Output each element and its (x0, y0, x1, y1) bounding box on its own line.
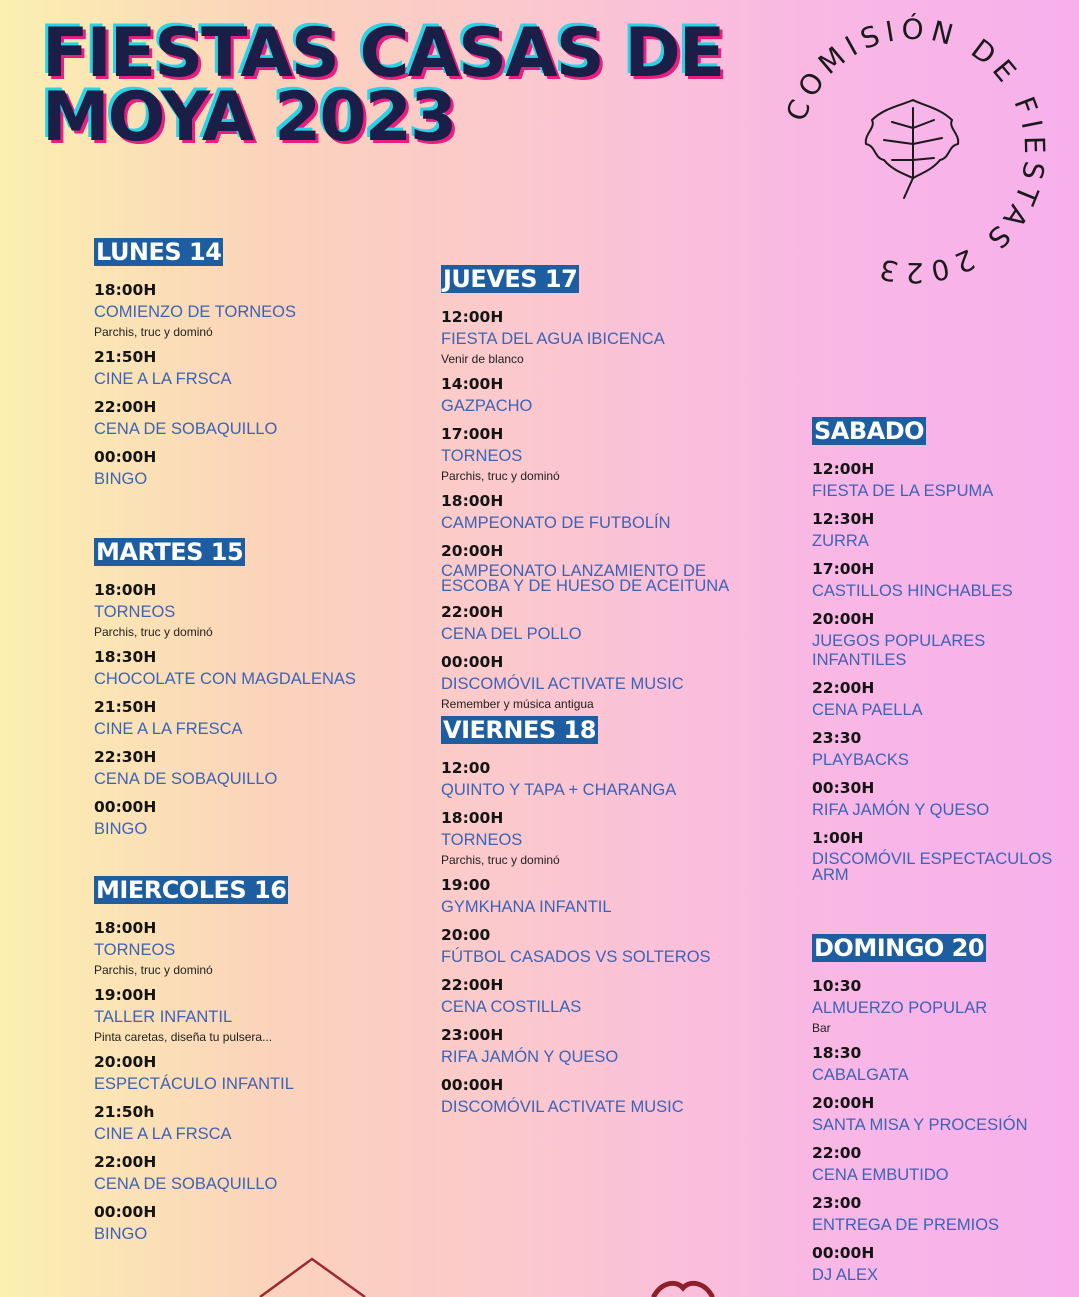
event-time: 21:50H (94, 348, 157, 366)
event (441, 602, 741, 644)
event (441, 875, 711, 917)
event-name: QUINTO Y TAPA + CHARANGA (441, 781, 677, 799)
event-time: 18:30H (94, 648, 157, 666)
event (94, 747, 356, 789)
event (812, 559, 1079, 601)
event-name: FIESTA DE LA ESPUMA (812, 482, 994, 500)
event-name: ZURRA (812, 532, 869, 550)
event (812, 1243, 1027, 1285)
event (94, 1102, 294, 1144)
event-name: DISCOMÓVIL ACTIVATE MUSIC (441, 1098, 684, 1116)
comision-seal (772, 10, 1054, 292)
event-note: Parchis, truc y dominó (441, 469, 560, 483)
event (441, 424, 741, 483)
event (94, 1052, 294, 1094)
event-time: 14:00H (441, 375, 504, 393)
event-time: 18:00H (94, 919, 157, 937)
event-name: BINGO (94, 820, 148, 838)
event-name: CAMPEONATO DE FUTBOLÍN (441, 514, 671, 532)
event-time: 17:00H (441, 425, 504, 443)
event-note: Parchis, truc y dominó (94, 963, 213, 977)
day-title: SABADO (814, 417, 925, 445)
event-name: ENTREGA DE PREMIOS (812, 1216, 1000, 1234)
event (94, 1152, 294, 1194)
event-name: CINE A LA FRSCA (94, 1125, 232, 1143)
event-name: ALMUERZO POPULAR (812, 999, 988, 1017)
event-time: 1:00H (812, 829, 864, 847)
event-note: Remember y música antigua (441, 697, 594, 711)
emblem-icon (648, 1278, 718, 1297)
event (94, 797, 356, 839)
event-name: DISCOMÓVIL ESPECTACULOS ARM (812, 850, 1053, 884)
event (441, 758, 711, 800)
event (94, 918, 294, 977)
poster-title-line-2: MOYA 2023 (42, 78, 456, 157)
event-time: 00:00H (94, 798, 157, 816)
event-note: Venir de blanco (441, 352, 524, 366)
event-time: 22:00H (812, 679, 875, 697)
event-name: CENA EMBUTIDO (812, 1166, 949, 1184)
event-time: 21:50h (94, 1103, 155, 1121)
day-title: MARTES 15 (96, 538, 244, 566)
day-jueves (441, 265, 741, 719)
event-time: 00:00H (812, 1244, 875, 1262)
event (812, 459, 1079, 501)
event-name: DISCOMÓVIL ACTIVATE MUSIC (441, 675, 684, 693)
event (94, 280, 296, 339)
event-time: 00:30H (812, 779, 875, 797)
event-time: 19:00H (94, 986, 157, 1004)
event (812, 678, 1079, 720)
event-time: 12:00H (441, 308, 504, 326)
event-time: 20:00 (441, 926, 491, 944)
day-title: DOMINGO 20 (814, 934, 985, 962)
event-name: CENA DE SOBAQUILLO (94, 770, 278, 788)
event-name: FIESTA DEL AGUA IBICENCA (441, 330, 665, 348)
event-time: 12:00H (812, 460, 875, 478)
day-title: JUEVES 17 (443, 265, 578, 293)
event (441, 374, 741, 416)
event (441, 541, 741, 594)
event-time: 12:00 (441, 759, 491, 777)
event-time: 17:00H (812, 560, 875, 578)
event-time: 18:00H (94, 581, 157, 599)
event-time: 22:00H (441, 603, 504, 621)
event-name: JUEGOS POPULARES INFANTILES (812, 632, 986, 669)
event (94, 580, 356, 639)
event-note: Parchis, truc y dominó (441, 853, 560, 867)
event (812, 609, 1079, 670)
event (441, 652, 741, 711)
poster-title (42, 14, 724, 157)
event-time: 22:00 (812, 1144, 862, 1162)
roof-shape-icon (255, 1255, 375, 1297)
day-miercoles (94, 876, 294, 1252)
event-time: 20:00H (441, 542, 504, 560)
event-note: Bar (812, 1021, 831, 1035)
event-time: 20:00H (812, 1094, 875, 1112)
event (441, 808, 711, 867)
day-title: MIERCOLES 16 (96, 876, 287, 904)
event (812, 1043, 1027, 1085)
event-name: BINGO (94, 470, 148, 488)
event-time: 23:00 (812, 1194, 862, 1212)
event-note: Pinta caretas, diseña tu pulsera... (94, 1030, 273, 1044)
event-time: 20:00H (812, 610, 875, 628)
day-viernes (441, 716, 711, 1125)
event-name: CENA DEL POLLO (441, 625, 582, 643)
event-name: RIFA JAMÓN Y QUESO (441, 1048, 619, 1066)
event-name: GYMKHANA INFANTIL (441, 898, 612, 916)
event-name: CENA COSTILLAS (441, 998, 582, 1016)
event (94, 647, 356, 689)
event-time: 18:00H (94, 281, 157, 299)
event-note: Parchis, truc y dominó (94, 325, 213, 339)
event-name: CHOCOLATE CON MAGDALENAS (94, 670, 356, 688)
event-time: 23:30 (812, 729, 862, 747)
event-time: 20:00H (94, 1053, 157, 1071)
event-name: TORNEOS (94, 941, 176, 959)
event (812, 976, 1027, 1035)
event-name: TORNEOS (94, 603, 176, 621)
day-domingo (812, 934, 1027, 1293)
event-time: 12:30H (812, 510, 875, 528)
day-title: LUNES 14 (96, 238, 222, 266)
event (441, 1075, 711, 1117)
event (94, 1202, 294, 1244)
event-name: DJ ALEX (812, 1266, 879, 1284)
event-time: 22:00H (94, 398, 157, 416)
day-martes (94, 538, 356, 847)
event (812, 828, 1079, 883)
event (812, 728, 1079, 770)
event (441, 925, 711, 967)
event-name: CAMPEONATO LANZAMIENTO DE ESCOBA Y DE HUESO DE ACEITUNA (441, 562, 730, 595)
event (812, 778, 1079, 820)
event (441, 975, 711, 1017)
event-name: BINGO (94, 1225, 148, 1243)
event (94, 447, 296, 489)
event-time: 22:00H (94, 1153, 157, 1171)
event-name: TORNEOS (441, 447, 523, 465)
event-name: RIFA JAMÓN Y QUESO (812, 801, 990, 819)
leaf-icon (866, 100, 958, 198)
event-time: 22:30H (94, 748, 157, 766)
event-name: TORNEOS (441, 831, 523, 849)
event (812, 1193, 1027, 1235)
day-title: VIERNES 18 (443, 716, 596, 744)
event-time: 00:00H (441, 653, 504, 671)
event-time: 19:00 (441, 876, 491, 894)
event-name: COMIENZO DE TORNEOS (94, 303, 296, 321)
event-time: 21:50H (94, 698, 157, 716)
event-name: CINE A LA FRSCA (94, 370, 232, 388)
event (94, 985, 294, 1044)
event-time: 23:00H (441, 1026, 504, 1044)
event-name: CABALGATA (812, 1066, 909, 1084)
event-time: 18:00H (441, 809, 504, 827)
event-name: SANTA MISA Y PROCESIÓN (812, 1116, 1028, 1134)
event-name: PLAYBACKS (812, 751, 909, 769)
event-name: CASTILLOS HINCHABLES (812, 582, 1013, 600)
event-time: 00:00H (94, 1203, 157, 1221)
event-name: CINE A LA FRESCA (94, 720, 243, 738)
event-name: CENA DE SOBAQUILLO (94, 420, 278, 438)
event-time: 18:00H (441, 492, 504, 510)
event-name: CENA PAELLA (812, 701, 923, 719)
event-note: Parchis, truc y dominó (94, 625, 213, 639)
event-name: TALLER INFANTIL (94, 1008, 233, 1026)
day-lunes (94, 238, 296, 497)
event-time: 00:00H (441, 1076, 504, 1094)
event (812, 1143, 1027, 1185)
poster-title-line-1: FIESTAS CASAS DE (42, 14, 724, 93)
event (441, 307, 741, 366)
event-name: ESPECTÁCULO INFANTIL (94, 1075, 294, 1093)
event (441, 1025, 711, 1067)
event-time: 18:30 (812, 1044, 862, 1062)
event (94, 697, 356, 739)
event (812, 1093, 1027, 1135)
event-name: CENA DE SOBAQUILLO (94, 1175, 278, 1193)
seal-text: COMISIÓN DE FIESTAS 2023 (779, 12, 1052, 290)
event (94, 397, 296, 439)
event-name: FÚTBOL CASADOS VS SOLTEROS (441, 948, 711, 966)
event (441, 491, 741, 533)
event-name: GAZPACHO (441, 397, 533, 415)
event (94, 347, 296, 389)
event-time: 22:00H (441, 976, 504, 994)
event (812, 509, 1079, 551)
event-time: 10:30 (812, 977, 862, 995)
day-sabado (812, 417, 1079, 891)
event-time: 00:00H (94, 448, 157, 466)
